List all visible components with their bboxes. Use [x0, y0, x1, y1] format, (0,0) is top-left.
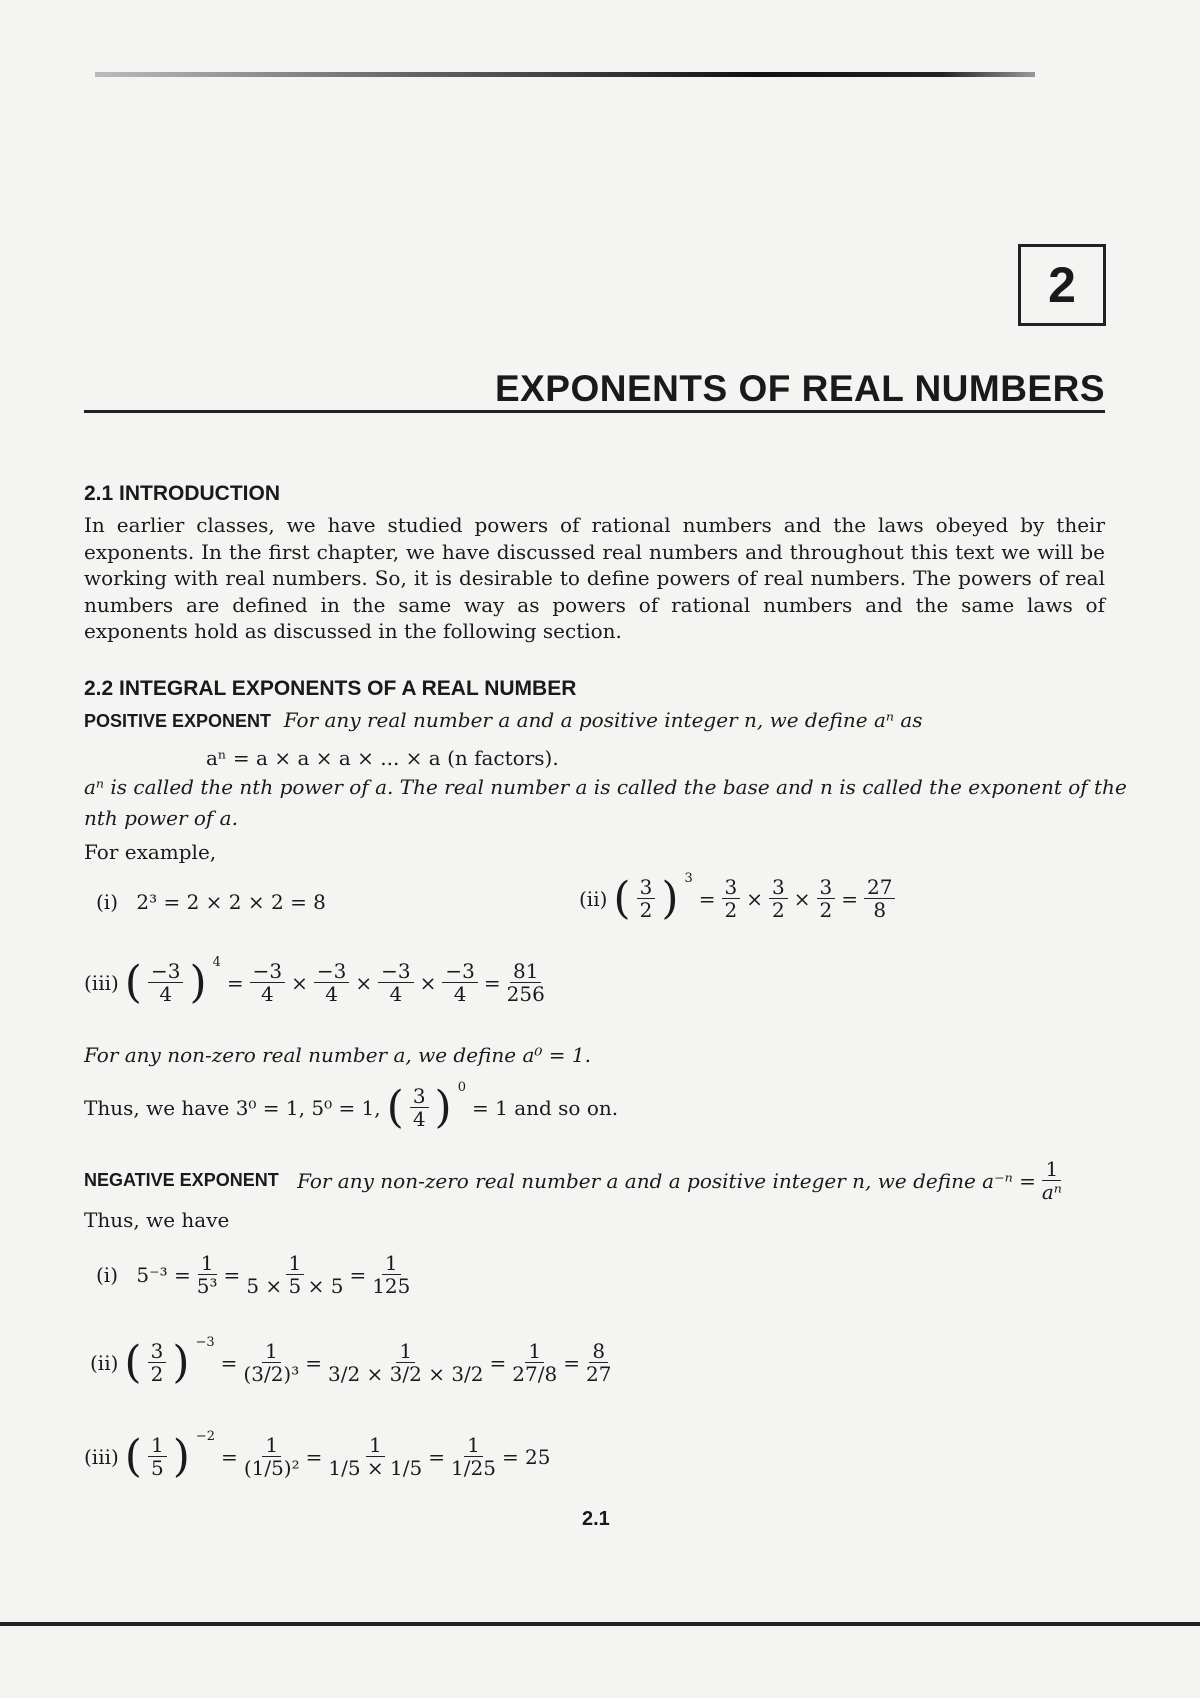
parenthesis: ): [172, 1430, 190, 1482]
math-term: (iii): [84, 1444, 119, 1469]
fraction: [328, 1340, 484, 1385]
math-term: 1: [286, 1252, 305, 1275]
math-term: 1: [198, 1252, 217, 1275]
fraction: [372, 1252, 410, 1297]
math-term: (i): [96, 1262, 119, 1287]
math-term: 1: [262, 1434, 281, 1457]
math-term: −3: [378, 960, 413, 983]
fraction: [378, 960, 413, 1005]
positive-exponent-def: For any real number a and a positive integer n, we define aⁿ as: [283, 708, 923, 732]
neg-example-ii: (ii) ( 3 2 ) $^{-3}$ = 1 (3/2)³ = 1 3/2 × 3/2 × 3/2 = 1 27/8 = 8 27: [90, 1335, 612, 1388]
neg-example-iii: (iii) ( 1 5 ) $^{-2}$ = 1 (1/5)² = 1 1/5 × 1/5 = $\frac{1}{1/25}$ = 25: [84, 1429, 551, 1482]
example-iii: (iii) ( −3 4 ) $^4$ = −3 4 × −3 4 × −3 4 × −3 4 = 81 256: [84, 955, 545, 1008]
negative-exponent-def: [84, 1158, 1062, 1203]
fraction: [328, 1434, 422, 1479]
scan-top-edge: [95, 72, 1035, 77]
math-term: 81: [510, 960, 541, 983]
chapter-number-box: 2: [1018, 244, 1106, 326]
fraction: [769, 876, 788, 921]
math-term: (iii): [84, 970, 119, 995]
math-term: (1/5)²: [243, 1456, 300, 1480]
math-term: 27: [585, 1362, 612, 1386]
math-term: 3: [769, 876, 788, 899]
math-term: 4: [453, 982, 467, 1006]
positive-formula: aⁿ = a × a × a × ... × a (n factors).: [206, 746, 559, 770]
math-term: = 25: [501, 1444, 551, 1469]
positive-exponent-label: POSITIVE EXPONENT: [84, 711, 272, 731]
math-term: 4: [159, 982, 173, 1006]
parenthesis: (: [124, 1430, 142, 1482]
fraction: [507, 960, 545, 1005]
math-term: −3: [314, 960, 349, 983]
parenthesis: (: [124, 956, 142, 1008]
math-term: −3: [250, 960, 285, 983]
math-term: 1: [366, 1434, 385, 1457]
fraction: [250, 960, 285, 1005]
parenthesis: ): [661, 872, 679, 924]
math-term: 1: [396, 1340, 415, 1363]
math-term: 4: [325, 982, 339, 1006]
math-term: 3: [637, 876, 656, 899]
math-term: aⁿ: [1041, 1180, 1062, 1204]
math-term: NEGATIVE EXPONENT: [84, 1170, 279, 1190]
math-term: 2: [150, 1362, 164, 1386]
math-term: 3: [148, 1340, 167, 1363]
math-term: 1: [382, 1252, 401, 1275]
for-example: For example,: [84, 840, 217, 864]
math-term: 1: [1042, 1158, 1061, 1181]
math-term: = 1 and so on.: [472, 1095, 619, 1120]
math-term: 5³: [196, 1274, 218, 1298]
title-rule: [84, 410, 1105, 413]
fraction: [817, 876, 836, 921]
fraction: [451, 1434, 496, 1479]
math-term: 3/2 × 3/2 × 3/2: [328, 1362, 484, 1386]
math-term: 1: [262, 1340, 281, 1363]
fraction: [1042, 1158, 1062, 1203]
math-term: 2: [724, 898, 738, 922]
fraction: [148, 1434, 167, 1479]
math-term: 1/25: [451, 1456, 496, 1480]
called-line-1: aⁿ is called the nth power of a. The real number a is called the base and n is called the exponent of the: [84, 775, 1127, 799]
math-term: 256: [506, 982, 545, 1006]
math-term: 4: [212, 955, 221, 970]
scan-bottom-edge: [0, 1622, 1200, 1626]
parenthesis: (: [613, 872, 631, 924]
math-term: 4: [412, 1107, 426, 1131]
fraction: [586, 1340, 611, 1385]
neg-example-i: (i) 5⁻³ = $\frac{1}{\text{5³}}$ = 1 5 × 5 × 5 = 1 125: [96, 1251, 411, 1298]
math-term: −2: [195, 1429, 216, 1444]
math-term: 3: [817, 876, 836, 899]
math-term: 0: [457, 1080, 466, 1095]
math-term: 2: [639, 898, 653, 922]
math-term: 3: [410, 1085, 429, 1108]
math-term: −3: [148, 960, 183, 983]
math-term: 8: [873, 898, 887, 922]
example-i: [96, 890, 326, 914]
called-line-2: nth power of a.: [84, 806, 238, 830]
parenthesis: ): [189, 956, 207, 1008]
math-term: 5⁻³ =: [136, 1262, 191, 1287]
fraction: [722, 876, 741, 921]
zero-examples: [84, 1080, 619, 1133]
fraction: [197, 1252, 218, 1297]
math-term: 125: [372, 1274, 411, 1298]
fraction: [637, 876, 656, 921]
fraction: [246, 1252, 343, 1297]
math-term: (ii): [90, 1350, 119, 1375]
math-term: 3: [684, 871, 693, 886]
intro-heading: 2.1 INTRODUCTION: [84, 482, 281, 505]
math-term: Thus, we have 3⁰ = 1, 5⁰ = 1,: [84, 1095, 381, 1120]
math-term: For any non-zero real number a and a positive integer n, we define a⁻ⁿ =: [297, 1168, 1036, 1193]
fraction: [243, 1340, 299, 1385]
negative-thus: Thus, we have: [84, 1208, 230, 1232]
math-term: 1: [464, 1434, 483, 1457]
math-term: (3/2)³: [243, 1362, 300, 1386]
math-term: 2: [819, 898, 833, 922]
math-term: 5: [150, 1456, 164, 1480]
intro-paragraph: In earlier classes, we have studied powers of rational numbers and the laws obeyed by their exponents. In the first chapter, we have discussed real numbers and throughout this text we will be working with real numbers. So, it is desirable to define powers of real numbers. The powers of real numbers are defined in the same way as powers of rational numbers and the same laws of exponents hold as discussed in the following section.: [84, 513, 1105, 643]
fraction: [442, 960, 477, 1005]
math-term: 2: [772, 898, 785, 922]
parenthesis: (: [124, 1336, 142, 1388]
math-term: 27/8: [512, 1362, 558, 1386]
chapter-title: EXPONENTS OF REAL NUMBERS: [494, 368, 1105, 409]
page-number: 2.1: [582, 1508, 610, 1530]
math-term: 5 × 5 × 5: [246, 1274, 344, 1298]
zero-definition: For any non-zero real number a, we define a⁰ = 1.: [84, 1043, 591, 1067]
parenthesis: ): [434, 1081, 452, 1133]
math-term: −3: [442, 960, 477, 983]
math-term: (ii): [579, 886, 608, 911]
math-term: 4: [389, 982, 403, 1006]
integral-heading: 2.2 INTEGRAL EXPONENTS OF A REAL NUMBER: [84, 677, 577, 700]
fraction: [314, 960, 349, 1005]
fraction: [148, 960, 183, 1005]
math-term: 27: [864, 876, 895, 899]
math-term: 1/5 × 1/5: [328, 1456, 423, 1480]
math-term: 2³ = 2 × 2 × 2 = 8: [136, 890, 326, 914]
math-term: 8: [589, 1340, 608, 1363]
math-term: 1: [148, 1434, 167, 1457]
math-term: 1: [525, 1340, 544, 1363]
fraction: [512, 1340, 557, 1385]
math-term: 3: [722, 876, 741, 899]
fraction: [864, 876, 895, 921]
fraction: [410, 1085, 429, 1130]
math-term: (i): [96, 890, 119, 914]
fraction: [148, 1340, 167, 1385]
math-term: −3: [195, 1335, 215, 1350]
fraction: [244, 1434, 300, 1479]
math-term: 4: [261, 982, 274, 1006]
example-ii: (ii) ( 3 2 ) $^3$ = 3 2 × 3 2 × 3 2 = 27 8: [579, 876, 895, 921]
parenthesis: ): [172, 1336, 190, 1388]
parenthesis: (: [386, 1081, 404, 1133]
